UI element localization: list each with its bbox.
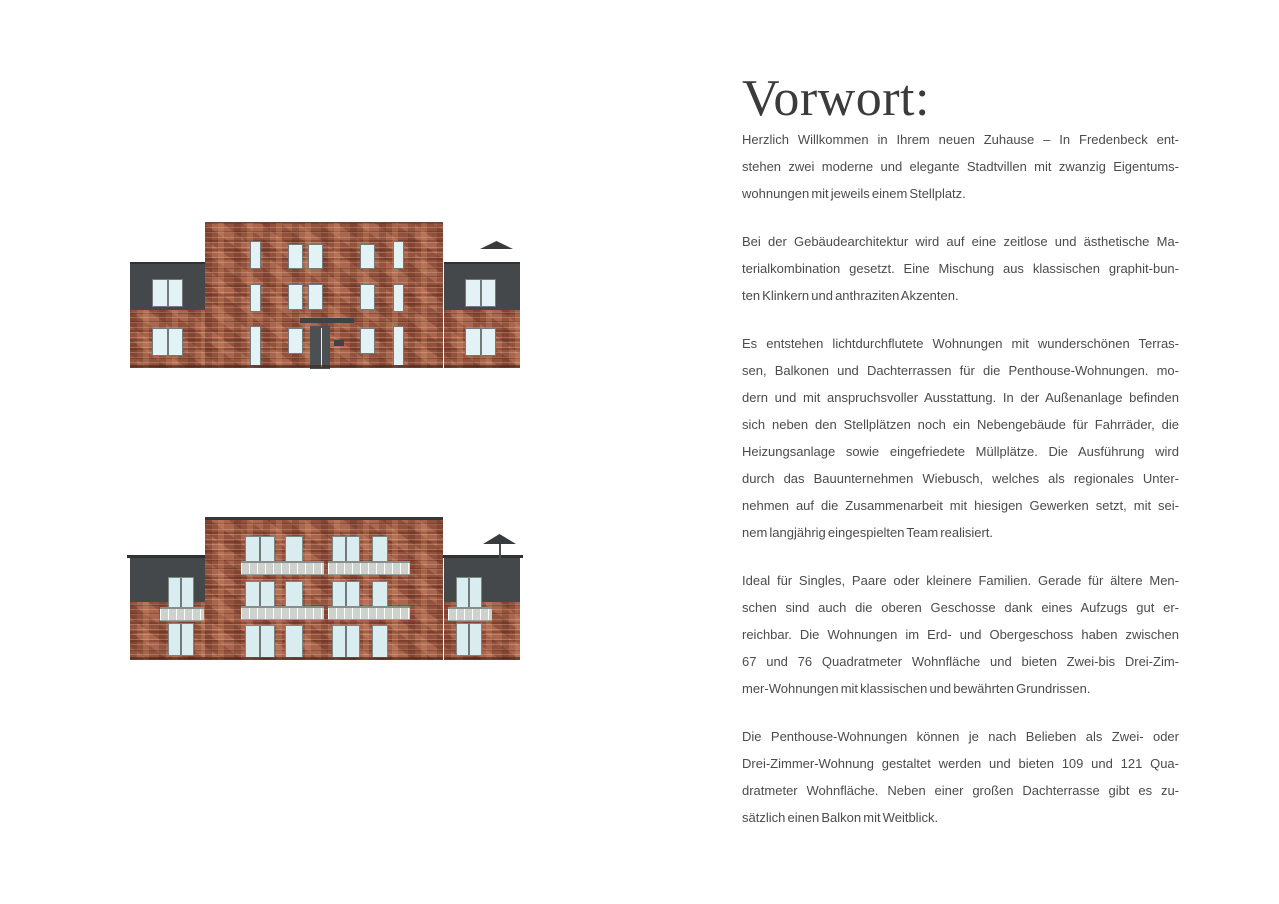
- text-line: terialkombination gesetzt. Eine Mischung aus klassischen graphit-bun-: [742, 261, 1179, 276]
- ground-line: [205, 365, 443, 368]
- text-line: Bei der Gebäudearchitektur wird auf eine zeitlose und ästhetische Ma-: [742, 234, 1179, 249]
- terrace-door: [285, 625, 303, 658]
- entrance-canopy: [300, 318, 354, 323]
- balcony-railing: [328, 606, 410, 620]
- balcony-railing: [328, 561, 410, 575]
- window: [360, 328, 375, 354]
- roof-edge: [205, 517, 443, 520]
- central-facade: [205, 517, 443, 660]
- window: [288, 244, 303, 269]
- text-line: wohnungen mit jeweils einem Stellplatz.: [742, 186, 966, 201]
- terrace-door: [245, 625, 275, 658]
- stairwell-window: [393, 241, 404, 269]
- balcony-railing: [241, 561, 324, 575]
- balcony-railing: [241, 606, 324, 620]
- text-line: schen sind auch die oberen Geschosse dank eines Aufzugs gut er-: [742, 600, 1179, 615]
- window: [360, 244, 375, 269]
- stairwell-window: [393, 284, 404, 312]
- front-elevation-drawing: [130, 222, 520, 368]
- right-wing: [444, 262, 520, 368]
- stairwell-window: [250, 241, 261, 269]
- stairwell-window: [250, 326, 261, 366]
- text-line: sich neben den Stellplätzen noch ein Nebengebäude für Fahrräder, die: [742, 417, 1179, 432]
- window: [308, 244, 323, 269]
- text-line: Die Penthouse-Wohnungen können je nach Belieben als Zwei- oder: [742, 729, 1179, 744]
- terrace-door: [456, 623, 482, 656]
- paragraph: [742, 228, 1179, 309]
- window: [465, 328, 496, 356]
- parasol-pole: [499, 544, 501, 558]
- text-line: sen, Balkonen und Dachterrassen für die Penthouse-Wohnungen. mo-: [742, 363, 1179, 378]
- garden-elevation-drawing: [130, 517, 520, 660]
- balcony-railing: [160, 607, 204, 621]
- text-line: dratmeter Wohnfläche. Neben einer großen Dachterrasse gibt es zu-: [742, 783, 1179, 798]
- window: [308, 284, 323, 310]
- central-facade: [205, 222, 443, 368]
- door-sign: [334, 340, 344, 346]
- left-wing: [130, 262, 206, 368]
- text-line: sätzlich einen Balkon mit Weitblick.: [742, 810, 939, 825]
- window: [360, 284, 375, 310]
- window: [152, 328, 183, 356]
- text-line: reichbar. Die Wohnungen im Erd- und Obergeschoss haben zwischen: [742, 627, 1179, 642]
- right-wing: [444, 555, 520, 660]
- left-wing: [130, 555, 206, 660]
- text-line: mer-Wohnungen mit klassischen und bewährten Grundrissen.: [742, 681, 1091, 696]
- text-line: Es entstehen lichtdurchflutete Wohnungen mit wunderschönen Terras-: [742, 336, 1179, 351]
- paragraph: [742, 126, 1179, 207]
- parasol-icon: [480, 241, 513, 249]
- text-line: nem langjährig eingespielten Team realisiert.: [742, 525, 994, 540]
- ground-line: [130, 657, 206, 660]
- paragraph: [742, 567, 1179, 702]
- article-body: [742, 126, 1179, 852]
- window: [288, 328, 303, 354]
- text-line: dern und mit anspruchsvoller Ausstattung. In der Außenanlage befinden: [742, 390, 1179, 405]
- terrace-door: [168, 623, 194, 656]
- paragraph: [742, 723, 1179, 831]
- ground-line: [205, 657, 443, 660]
- stairwell-window: [250, 284, 261, 312]
- window: [152, 279, 183, 307]
- stairwell-window: [393, 326, 404, 366]
- ground-line: [444, 657, 520, 660]
- balcony-railing: [448, 607, 492, 621]
- text-line: 67 und 76 Quadratmeter Wohnfläche und bieten Zwei-bis Drei-Zim-: [742, 654, 1179, 669]
- text-line: stehen zwei moderne und elegante Stadtvillen mit zwanzig Eigentums-: [742, 159, 1179, 174]
- ground-line: [444, 365, 520, 368]
- ground-line: [130, 365, 206, 368]
- text-line: Drei-Zimmer-Wohnung gestaltet werden und bieten 109 und 121 Qua-: [742, 756, 1179, 771]
- parasol-icon: [483, 534, 516, 544]
- terrace-door: [372, 625, 388, 658]
- window: [465, 279, 496, 307]
- text-line: Heizungsanlage sowie eingefriedete Müllplätze. Die Ausführung wird: [742, 444, 1179, 459]
- entrance-door: [310, 326, 330, 369]
- text-line: durch das Bauunternehmen Wiebusch, welches als regionales Unter-: [742, 471, 1179, 486]
- window: [288, 284, 303, 310]
- page-title: Vorwort:: [742, 70, 930, 127]
- text-line: Ideal für Singles, Paare oder kleinere Familien. Gerade für ältere Men-: [742, 573, 1179, 588]
- text-line: Herzlich Willkommen in Ihrem neuen Zuhause – In Fredenbeck ent-: [742, 132, 1179, 147]
- paragraph: [742, 330, 1179, 546]
- text-line: nehmen auf die Zusammenarbeit mit hiesigen Gewerken setzt, mit sei-: [742, 498, 1179, 513]
- terrace-door: [332, 625, 360, 658]
- text-line: ten Klinkern und anthraziten Akzenten.: [742, 288, 959, 303]
